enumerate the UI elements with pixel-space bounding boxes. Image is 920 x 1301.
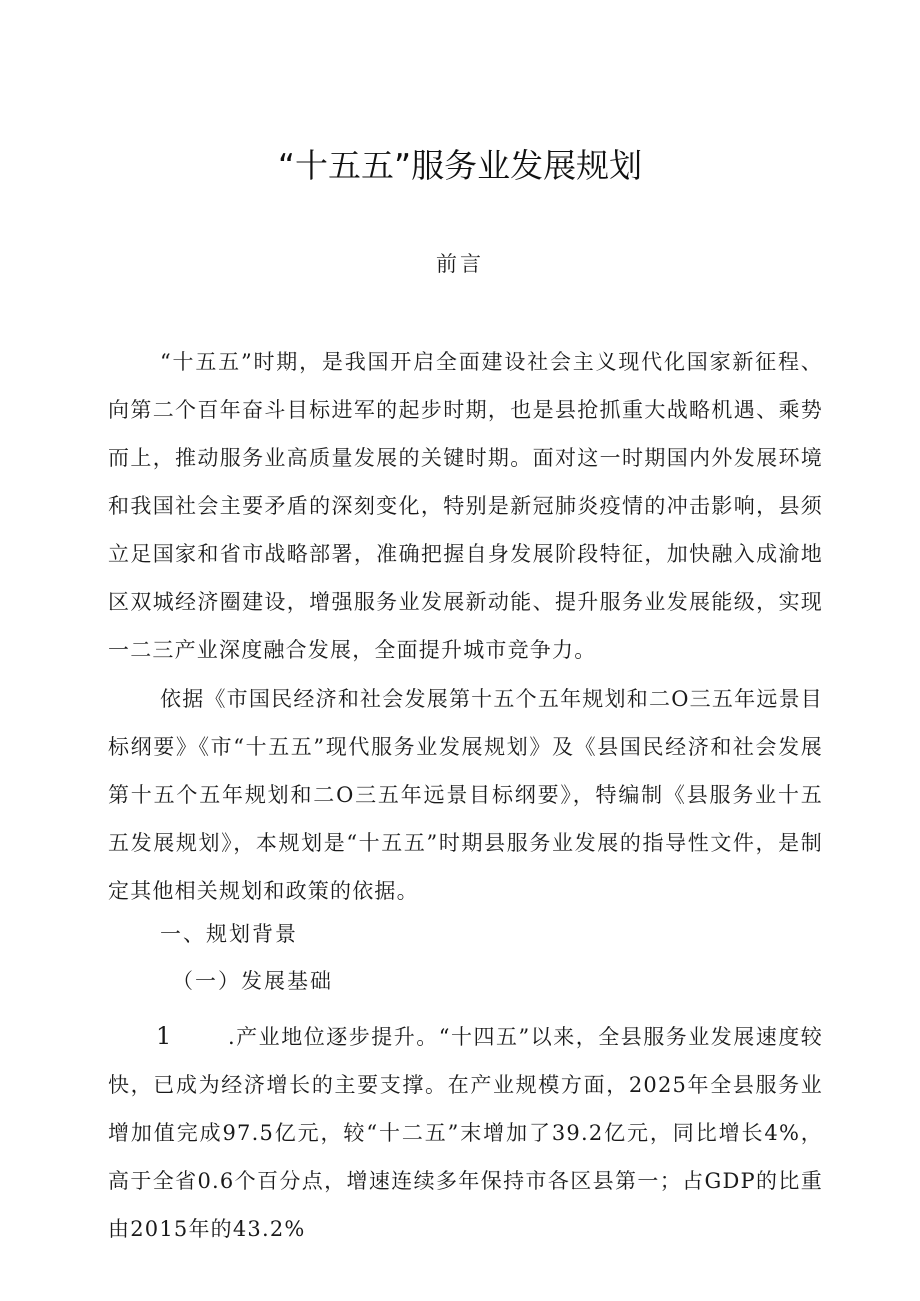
list-number: 1	[156, 1022, 173, 1050]
paragraph-basis: 依据《市国民经济和社会发展第十五个五年规划和二O三五年远景目标纲要》《市“十五五”现代服务业发展规划》及《县国民经济和社会发展第十五个五年规划和二O三五年远景目标纲要》，特编制《县服务业十五五发展规划》，本规划是“十五五”时期县服务业发展的指导性文件，是制定其他相关规划和政策的依据。	[108, 687, 823, 903]
paragraph-industry-status	[108, 1012, 823, 1253]
subsection-heading-foundation: （一）发展基础	[172, 969, 333, 993]
section-heading-background: 一、规划背景	[160, 922, 298, 946]
paragraph-intro: “十五五”时期，是我国开启全面建设社会主义现代化国家新征程、向第二个百年奋斗目标进军的起步时期，也是县抢抓重大战略机遇、乘势而上，推动服务业高质量发展的关键时期。面对这一时期国内外发展环境和我国社会主要矛盾的深刻变化，特别是新冠肺炎疫情的冲击影响，县须立足国家和省市战略部署，准确把握自身发展阶段特征，加快融入成渝地区双城经济圈建设，增强服务业发展新动能、提升服务业发展能级，实现一二三产业深度融合发展，全面提升城市竞争力。	[108, 350, 823, 662]
document-title: “十五五”服务业发展规划	[277, 146, 643, 185]
paragraph-industry-status-text: .产业地位逐步提升。“十四五”以来，全县服务业发展速度较快，已成为经济增长的主要支撑。在产业规模方面，2025年全县服务业增加值完成97.5亿元，较“十二五”末增加了39.2亿元，同比增长4%，高于全省0.6个百分点，增速连续多年保持市各区县第一；占GDP的比重由2015年的43.2%	[108, 1025, 823, 1241]
preface-heading: 前言	[436, 252, 484, 276]
